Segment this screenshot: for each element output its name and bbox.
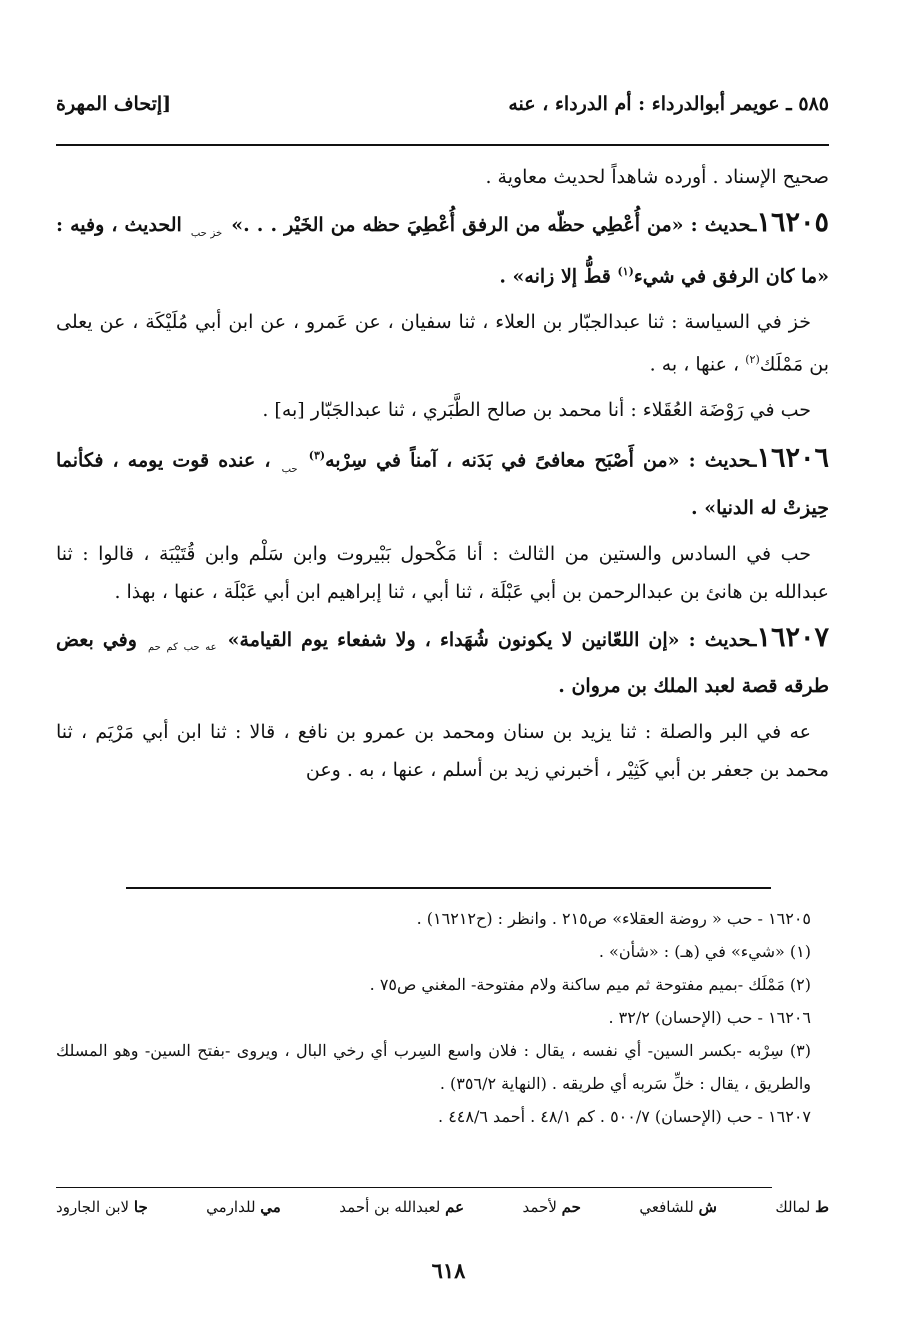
header-rule — [56, 144, 829, 146]
footnote: ١٦٢٠٧ - حب (الإحسان) ٥٠٠/٧ . كم ٤٨/١ . أحمد ٤٤٨/٦ . — [438, 1107, 811, 1126]
footnote: ١٦٢٠٦ - حب (الإحسان) ٣٢/٢ . — [608, 1008, 811, 1027]
footnote: (١) «شيء» في (هـ) : «شأن» . — [598, 942, 811, 961]
entry-continuation: الحديث ، وفيه : «ما كان الرفق في شيء — [56, 214, 829, 288]
footnote-rule — [126, 887, 771, 889]
page-number: ٦١٨ — [431, 1258, 466, 1283]
entry-heading: ـحديث : «إن اللعّانين لا يكونون شُهَداء ، ولا شفعاء يوم القيامة» — [227, 628, 757, 651]
entry-heading-end: ، عنده قوت يومه ، فكأنما حِيزتْ له الدنيا» . — [56, 449, 829, 519]
source-sigla: عه حب كم حم — [148, 642, 217, 654]
footnote-ref-1: (١) — [617, 264, 634, 278]
entry-heading: ـحديث : «من أُعْطِي حظّه من الرفق أُعْطِيَ حظه من الخَيْر . . .» — [231, 214, 757, 236]
isnad-paragraph: حب في رَوْضَة العُقَلاء : أنا محمد بن صالح الطَّبَري ، ثنا عبدالجَبّار [به] . — [262, 399, 811, 422]
sigla-rule — [56, 1187, 772, 1188]
sigla-item: جا لابن الجارود — [56, 1198, 148, 1216]
isnad-paragraph: حب في السادس والستين من الثالث : أنا مَكْحول بَبْيروت وابن سَلْم وابن قُتَيْبَة ، قالوا : ثنا عبدالله بن هانئ بن عبدالرحمن بن أبي عَبْلَة ، ثنا أبي ، ثنا إبراهيم ابن أبي عَبْلَة ، عنها ، بهذا . — [56, 542, 829, 603]
entry-heading: ـحديث : «من أَصْبَح معافىً في بَدَنه ، آمناً في سِرْبه — [325, 449, 757, 472]
footnote-ref-2: (٢) — [745, 353, 760, 367]
isnad-paragraph: عه في البر والصلة : ثنا يزيد بن سنان ومحمد بن عمرو بن نافع ، قالا : ثنا ابن أبي مَرْيَم ، ثنا محمد بن جعفر بن أبي كَثِيْر ، أخبرني زيد بن أسلم ، عنها ، به . وعن — [56, 721, 829, 782]
entry-continuation: وفي بعض طرقه قصة لعبد الملك بن مروان . — [56, 628, 829, 698]
sigla-item: مي للدارمي — [206, 1198, 281, 1216]
isnad-text-end: ، عنها ، به . — [649, 353, 746, 376]
entry-number: ١٦٢٠٥ — [756, 207, 829, 238]
intro-paragraph: صحيح الإسناد . أورده شاهداً لحديث معاوية . — [485, 166, 829, 188]
running-header — [56, 88, 829, 120]
footnotes — [56, 902, 829, 1133]
entry-number: ١٦٢٠٧ — [756, 621, 829, 653]
sigla-item: حم لأحمد — [522, 1198, 581, 1216]
sigla-key — [56, 1198, 829, 1216]
hadith-entry-16205 — [56, 204, 829, 295]
sigla-item: ط لمالك — [775, 1198, 829, 1216]
header-book-title: [إتحاف المهرة — [56, 93, 172, 115]
footnote: (٣) سِرْبه -بكسر السين- أي نفسه ، يقال : فلان واسع السِرب أي رخي البال ، ويروى -بفتح السين- وهو المسلك والطريق ، يقال : خلِّ سَربه أي طريقه . (النهاية ٣٥٦/٢) . — [56, 1041, 811, 1093]
header-chapter-title: ٥٨٥ ـ عويمر أبوالدرداء : أم الدرداء ، عنه — [508, 93, 829, 115]
source-sigla: خز حب — [190, 227, 223, 239]
sigla-item: ش للشافعي — [639, 1198, 717, 1216]
footnote: (٢) مَمْلَك -بميم مفتوحة ثم ميم ساكنة ولام مفتوحة- المغني ص٧٥ . — [369, 975, 811, 994]
entry-number: ١٦٢٠٦ — [756, 442, 829, 474]
hadith-entry-16206 — [56, 437, 829, 526]
entry-continuation-end: قطُّ إلا زانه» . — [499, 265, 618, 288]
sigla-item: عم لعبدالله بن أحمد — [339, 1198, 465, 1216]
footnote-ref-3: (٣) — [308, 449, 326, 463]
isnad-text: خز في السياسة : ثنا عبدالجبّار بن العلاء ، ثنا سفيان ، عن عَمرو ، عن ابن أبي مُلَيْكَة ، عن يعلى بن مَمْلَك — [56, 311, 829, 376]
footnote: ١٦٢٠٥ - حب « روضة العقلاء» ص٢١٥ . وانظر : (ح١٦٢١٢) . — [416, 909, 811, 928]
source-sigla: حب — [281, 463, 298, 475]
isnad-paragraph — [56, 303, 829, 383]
main-text — [56, 158, 829, 797]
hadith-entry-16207 — [56, 619, 829, 706]
